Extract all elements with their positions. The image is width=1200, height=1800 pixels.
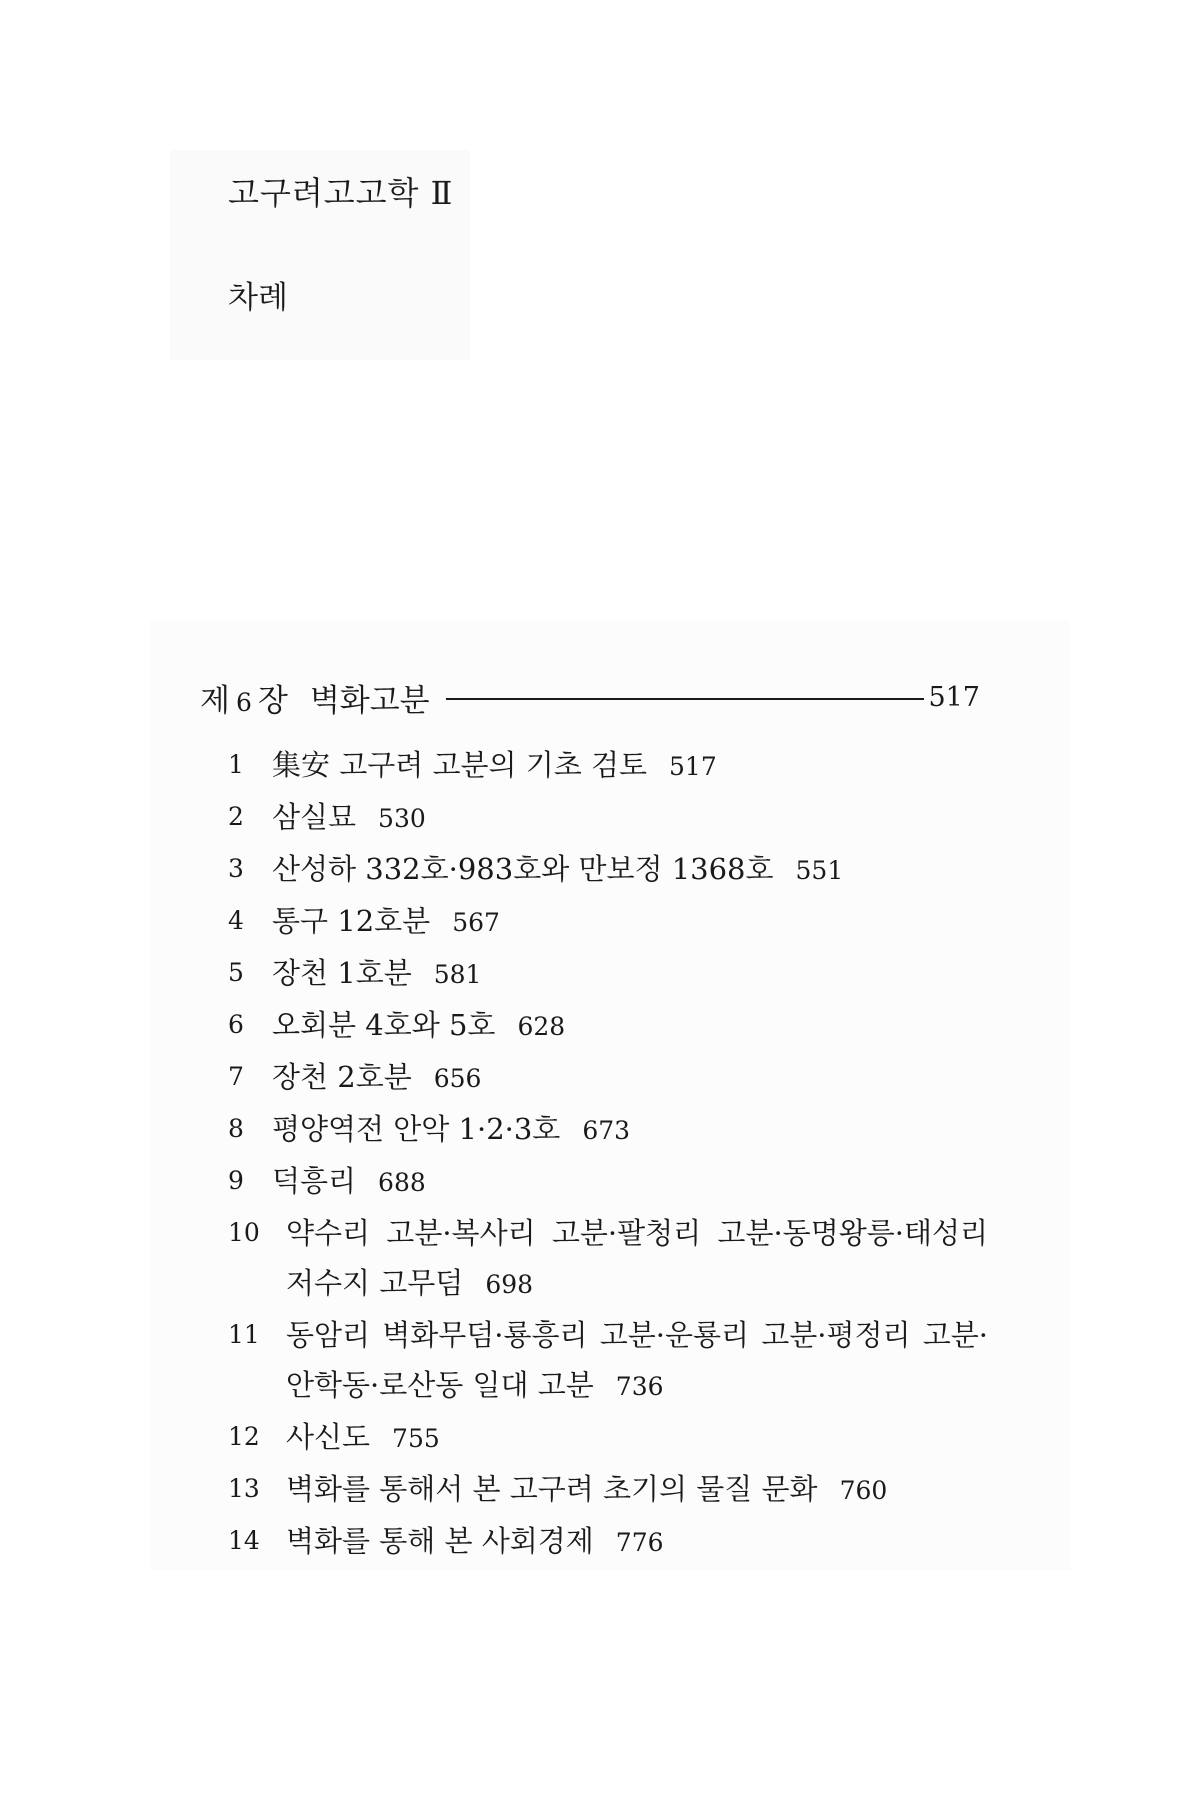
toc-entry-number: 5 (228, 958, 244, 987)
chapter-leader-rule (446, 698, 925, 700)
chapter-number: 6 (235, 687, 252, 717)
toc-entry-number: 8 (228, 1114, 244, 1143)
toc-entry-page: 517 (669, 752, 717, 781)
toc-entry-title: 산성하 332호·983호와 만보정 1368호 (272, 852, 774, 886)
toc-entry (228, 1516, 988, 1568)
toc-entry-title: 오회분 4호와 5호 (272, 1008, 496, 1042)
toc-entry-body (272, 1156, 988, 1208)
toc-entry-number: 10 (228, 1218, 260, 1247)
toc-entry-body (272, 792, 988, 844)
toc-entry (228, 1310, 988, 1412)
toc-entry-page: 760 (839, 1476, 888, 1505)
toc-entry-page: 628 (517, 1012, 566, 1041)
toc-entry-body (272, 740, 988, 792)
toc-entry (228, 740, 988, 792)
toc-entry-title: 벽화를 통해서 본 고구려 초기의 물질 문화 (286, 1472, 818, 1506)
toc-entry-page: 530 (378, 804, 426, 833)
toc-entry (228, 948, 988, 1000)
toc-entry-body (286, 1516, 988, 1568)
toc-entry-page: 581 (433, 960, 482, 989)
toc-entry-page: 551 (795, 856, 844, 885)
toc-entry-title: 평양역전 안악 1·2·3호 (272, 1112, 561, 1146)
toc-entry-number: 1 (228, 750, 244, 779)
toc-entry-page: 776 (615, 1528, 664, 1557)
chapter-label (200, 675, 288, 720)
toc-entry-title: 벽화를 통해 본 사회경제 (286, 1524, 594, 1558)
toc-entry-body (272, 948, 988, 1000)
chapter-label-suffix: 장 (257, 682, 288, 719)
toc-entry-page: 656 (433, 1064, 482, 1093)
chapter-heading (200, 672, 980, 722)
toc-entry-body (286, 1208, 998, 1310)
toc-entry-title: 장천 1호분 (272, 956, 412, 990)
toc-entry (228, 1412, 988, 1464)
toc-entry-page: 698 (485, 1270, 534, 1299)
toc-entry-title: 동암리 벽화무덤·룡흥리 고분·운룡리 고분·평정리 고분·안학동·로산동 일대 고분 (286, 1318, 988, 1402)
toc-entry-number: 6 (228, 1010, 244, 1039)
chapter-page: 517 (928, 681, 980, 713)
toc-entry (228, 1464, 988, 1516)
toc-entry-body (272, 1000, 988, 1052)
toc-entry-page: 688 (378, 1168, 426, 1197)
toc-entry-title: 약수리 고분·복사리 고분·팔청리 고분·동명왕릉·태성리 저수지 고무덤 (286, 1216, 998, 1300)
toc-entry-title: 사신도 (286, 1420, 371, 1454)
toc-entry-number: 12 (228, 1422, 260, 1451)
toc-entry-body (272, 896, 988, 948)
book-title: 고구려고고학 Ⅱ (228, 174, 454, 212)
toc-entry-title: 삼실묘 (272, 800, 357, 834)
toc-entry-number: 14 (228, 1526, 260, 1555)
toc-entry-page: 567 (452, 908, 500, 937)
toc-entry-page: 755 (392, 1424, 440, 1453)
toc-entry-body (286, 1310, 988, 1412)
toc-entry-number: 3 (228, 854, 244, 883)
toc-entry-number: 11 (228, 1320, 260, 1349)
toc-entry-number: 13 (228, 1474, 260, 1503)
toc-entry-title: 集安 고구려 고분의 기초 검토 (272, 748, 648, 782)
toc-entry-body (286, 1464, 988, 1516)
toc-entry (228, 1208, 998, 1310)
toc-entry-page: 736 (615, 1372, 664, 1401)
toc-entry-body (272, 1104, 988, 1156)
toc-heading: 차례 (228, 280, 288, 316)
toc-entry (228, 792, 988, 844)
toc-entry-body (272, 844, 988, 896)
toc-entry-number: 7 (228, 1062, 244, 1091)
toc-entry-title: 장천 2호분 (272, 1060, 412, 1094)
toc-entry-list (228, 740, 998, 1568)
toc-entry-number: 4 (228, 906, 244, 935)
toc-entry (228, 1156, 988, 1208)
toc-entry (228, 896, 988, 948)
toc-entry-body (286, 1412, 988, 1464)
toc-entry-title: 통구 12호분 (272, 904, 431, 938)
toc-entry-body (272, 1052, 988, 1104)
toc-entry (228, 1052, 988, 1104)
chapter-label-prefix: 제 (200, 682, 230, 719)
toc-entry-title: 덕흥리 (272, 1164, 357, 1198)
toc-entry-number: 9 (228, 1166, 244, 1195)
toc-entry-number: 2 (228, 802, 244, 831)
toc-entry (228, 844, 988, 896)
toc-entry (228, 1000, 988, 1052)
chapter-title: 벽화고분 (309, 682, 430, 719)
toc-entry-page: 673 (582, 1116, 631, 1145)
toc-entry (228, 1104, 988, 1156)
